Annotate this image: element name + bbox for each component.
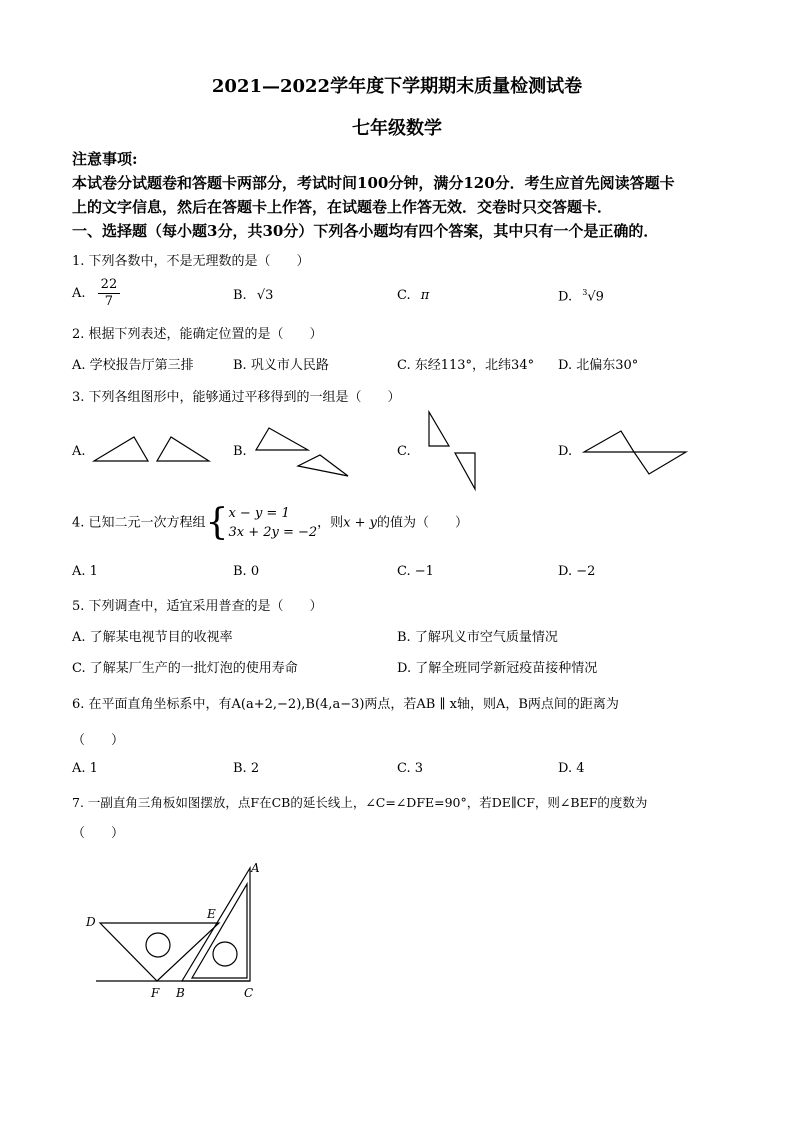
q5-option-b: B. 了解巩义市空气质量情况 xyxy=(397,630,558,645)
notes-line-2: 上的文字信息，然后在答题卡上作答，在试题卷上作答无效．交卷时只交答题卡． xyxy=(72,198,613,216)
q5-option-d: D. 了解全班同学新冠疫苗接种情况 xyxy=(397,661,598,676)
q4-option-b: B. 0 xyxy=(233,564,260,579)
notes-heading: 注意事项: xyxy=(72,150,138,168)
q7-label-d: D xyxy=(86,915,96,929)
q7-paren: （ ） xyxy=(72,826,125,841)
q1-b-value: √3 xyxy=(256,288,274,303)
q3-option-b-label: B. xyxy=(233,444,247,459)
q4-stem-pre: 4. 已知二元一次方程组 xyxy=(72,515,206,531)
q3-option-d-label: D. xyxy=(558,444,573,459)
q3-option-a-label: A. xyxy=(72,444,86,459)
q7-label-e: E xyxy=(207,907,216,921)
q1-stem: 1. 下列各数中，不是无理数的是（ ） xyxy=(72,254,310,269)
q4-equation-2: 3x + 2y = −2 xyxy=(228,525,318,540)
q1-a-label: A. xyxy=(72,286,86,301)
q2-stem: 2. 根据下列表述，能确定位置的是（ ） xyxy=(72,327,323,342)
q4-option-d: D. −2 xyxy=(558,564,596,579)
q7-stem: 7. 一副直角三角板如图摆放，点F在CB的延长线上，∠C=∠DFE=90°，若DE∥CF，则∠BEF的度数为 xyxy=(72,795,648,810)
q3-stem: 3. 下列各组图形中，能够通过平移得到的一组是（ ） xyxy=(72,390,401,405)
q4-equation-1: x − y = 1 xyxy=(228,506,290,521)
section-1-heading: 一、选择题（每小题3分，共30分）下列各小题均有四个答案，其中只有一个是正确的． xyxy=(72,222,659,240)
q4-brace: { xyxy=(205,502,229,543)
q1-d-label: D. xyxy=(558,289,573,305)
q7-circle-right xyxy=(213,942,237,966)
q7-label-a: A xyxy=(251,861,260,875)
q1-c-label: C. xyxy=(397,288,411,303)
notes-line-1: 本试卷分试题卷和答题卡两部分，考试时间100分钟，满分120分．考生应首先阅读答题卡 xyxy=(72,174,675,192)
q5-option-a: A. 了解某电视节目的收视率 xyxy=(72,630,233,645)
q1-b-label: B. xyxy=(233,288,247,303)
q1-a-denominator: 7 xyxy=(104,294,114,309)
q5-option-c: C. 了解某厂生产的一批灯泡的使用寿命 xyxy=(72,661,298,676)
q1-d-index: 3 xyxy=(582,288,588,297)
q6-stem: 6. 在平面直角坐标系中，有A(a+2,−2),B(4,a−3)两点，若AB ∥ x轴，则A，B两点间的距离为 xyxy=(72,697,619,712)
q1-d-value: √9 xyxy=(587,289,604,305)
q4-stem-post: 的值为（ ） xyxy=(377,515,469,531)
q6-option-c: C. 3 xyxy=(397,761,424,776)
q3-option-c-label: C. xyxy=(397,444,411,459)
q2-option-b: B. 巩义市人民路 xyxy=(233,358,329,373)
q4-expression: x + y xyxy=(343,515,378,531)
exam-subtitle: 七年级数学 xyxy=(352,118,442,139)
q6-option-a: A. 1 xyxy=(72,761,98,776)
q4-option-c: C. −1 xyxy=(397,564,434,579)
q7-label-b: B xyxy=(176,986,185,1000)
q1-a-numerator: 22 xyxy=(98,277,121,294)
q2-option-a: A. 学校报告厅第三排 xyxy=(72,358,194,373)
exam-title: 2021—2022学年度下学期期末质量检测试卷 xyxy=(211,76,583,97)
q5-stem: 5. 下列调查中，适宜采用普查的是（ ） xyxy=(72,599,323,614)
q6-paren: （ ） xyxy=(72,733,125,748)
q7-triangle-def xyxy=(100,923,219,981)
q7-circle-left xyxy=(146,933,170,957)
q2-option-c: C. 东经113°，北纬34° xyxy=(397,358,535,373)
q7-label-c: C xyxy=(244,986,254,1000)
q4-option-a: A. 1 xyxy=(72,564,98,579)
q2-option-d: D. 北偏东30° xyxy=(558,358,639,373)
q7-label-f: F xyxy=(151,986,160,1000)
q1-c-value: π xyxy=(420,288,430,303)
q7-triangle-abc xyxy=(182,868,250,981)
q6-option-b: B. 2 xyxy=(233,761,260,776)
q7-triangle-abc-inner xyxy=(192,884,247,978)
q4-stem-mid: ，则 xyxy=(317,515,344,531)
q6-option-d: D. 4 xyxy=(558,761,585,776)
